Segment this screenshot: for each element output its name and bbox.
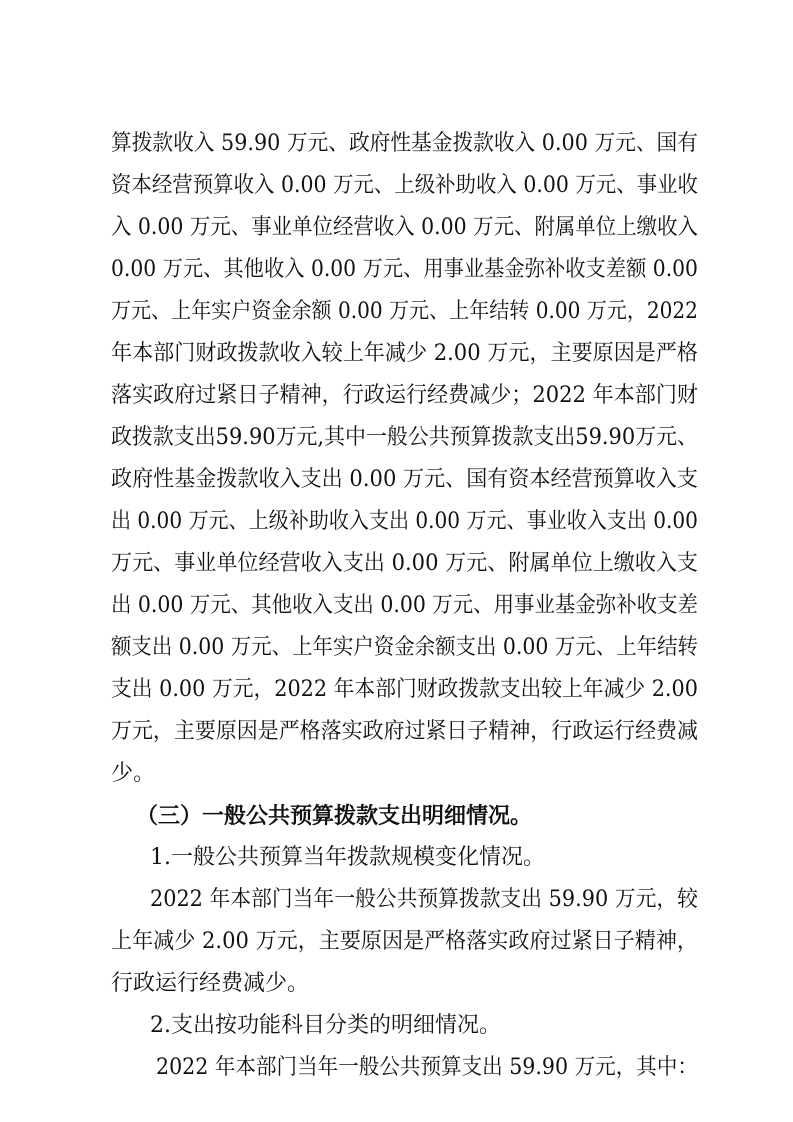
body-text-line: 万元、事业单位经营收入支出 0.00 万元、附属单位上缴收入支 — [111, 551, 698, 576]
body-text-line: 出 0.00 万元、其他收入支出 0.00 万元、用事业基金弥补收支差 — [111, 593, 698, 618]
body-text-line: 政拨款支出59.90万元,其中一般公共预算拨款支出59.90万元、 — [111, 425, 698, 450]
body-text-line: 入 0.00 万元、事业单位经营收入 0.00 万元、附属单位上缴收入 — [111, 215, 698, 240]
body-text-line: 少。 — [111, 761, 156, 786]
body-text-line: 万元，主要原因是严格落实政府过紧日子精神，行政运行经费减 — [111, 719, 699, 744]
body-text-line: 资本经营预算收入 0.00 万元、上级补助收入 0.00 万元、事业收 — [111, 173, 698, 198]
body-text-line: 上年减少 2.00 万元，主要原因是严格落实政府过紧日子精神， — [111, 929, 698, 954]
body-text-line: 2022 年本部门当年一般公共预算支出 59.90 万元，其中： — [156, 1055, 698, 1080]
section-heading: （三）一般公共预算拨款支出明细情况。 — [136, 803, 533, 829]
body-text-line: 落实政府过紧日子精神，行政运行经费减少；2022 年本部门财 — [111, 383, 698, 408]
body-text-line: 算拨款收入 59.90 万元、政府性基金拨款收入 0.00 万元、国有 — [111, 131, 698, 156]
body-text-line: 2022 年本部门当年一般公共预算拨款支出 59.90 万元，较 — [150, 887, 698, 912]
subsection-heading: 1.一般公共预算当年拨款规模变化情况。 — [150, 845, 545, 870]
subsection-heading: 2.支出按功能科目分类的明细情况。 — [150, 1013, 501, 1038]
body-text-line: 政府性基金拨款收入支出 0.00 万元、国有资本经营预算收入支 — [111, 467, 698, 492]
body-text-line: 出 0.00 万元、上级补助收入支出 0.00 万元、事业收入支出 0.00 — [111, 509, 698, 534]
body-text-line: 支出 0.00 万元，2022 年本部门财政拨款支出较上年减少 2.00 — [111, 677, 698, 702]
body-text-line: 额支出 0.00 万元、上年实户资金余额支出 0.00 万元、上年结转 — [111, 635, 698, 660]
body-text-line: 万元、上年实户资金余额 0.00 万元、上年结转 0.00 万元，2022 — [111, 299, 698, 324]
body-text-line: 年本部门财政拨款收入较上年减少 2.00 万元，主要原因是严格 — [111, 341, 698, 366]
body-text-line: 0.00 万元、其他收入 0.00 万元、用事业基金弥补收支差额 0.00 — [111, 257, 698, 282]
body-text-line: 行政运行经费减少。 — [111, 971, 310, 996]
